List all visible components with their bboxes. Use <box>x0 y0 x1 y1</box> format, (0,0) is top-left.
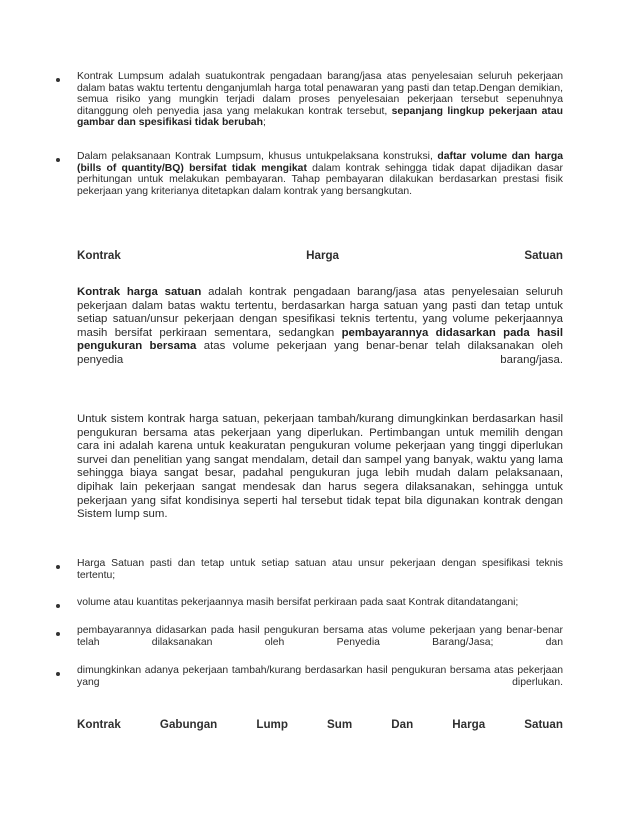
text-segment: adalah kontrak pengadaan barang/jasa atas penyelesaian seluruh pekerjaan dalam batas waktu tertentu, berdasarkan harga satuan yang pasti dan tetap untuk setiap satuan/unsur pekerjaan dengan spesifikasi teknis tertentu, yang volume pekerjaannya masih bersifat perkiraan sementara, sedangkan <box>77 286 563 339</box>
bullet-text-lumpsum-bq <box>77 151 563 197</box>
bullet-text: pembayarannya didasarkan pada hasil pengukuran bersama atas volume pekerjaan yang benar-benar telah dilaksanakan oleh Penyedia Barang/Jasa; dan <box>77 625 563 648</box>
bold-segment: pembayarannya didasarkan pada hasil pengukuran bersama <box>77 326 564 353</box>
bullet-text: dimungkinkan adanya pekerjaan tambah/kurang berdasarkan hasil pengukuran bersama atas pekerjaan yang diperlukan. <box>77 665 563 688</box>
bullet-icon <box>56 672 60 676</box>
heading-word: Harga <box>452 718 486 731</box>
text-segment: dalam kontrak sehingga tidak dapat dijadikan dasar perhitungan untuk melakukan pembayaran. Tahap pembayaran dilakukan berdasarkan prestasi fisik pekerjaan yang kriterianya ditetapkan dalam kontrak yang bersangkutan. <box>77 162 563 197</box>
bullet-icon <box>56 632 60 636</box>
heading-word: Sum <box>327 718 353 731</box>
bullet-icon <box>56 78 60 82</box>
bullet-text-lumpsum-definition <box>77 71 563 129</box>
heading-word: Dan <box>391 718 414 731</box>
bullet-text: volume atau kuantitas pekerjaannya masih bersifat perkiraan pada saat Kontrak ditandatangani; <box>77 597 519 608</box>
bullet-text: Harga Satuan pasti dan tetap untuk setiap satuan atau unsur pekerjaan dengan spesifikasi teknis tertentu; <box>77 558 563 581</box>
text-segment: atas volume pekerjaan yang benar-benar telah dilaksanakan oleh penyedia barang/jasa. <box>77 340 563 366</box>
text-segment: Kontrak Lumpsum adalah suatukontrak pengadaan barang/jasa atas penyelesaian seluruh pekerjaan dalam batas waktu tertentu denganjumlah harga total penawaran yang pasti dan tetap.Dengan demikian, semua risiko yang mungkin terjadi dalam proses penyelesaian pekerjaan tersebut sepenuhnya ditanggung oleh penyedia jasa yang melakukan kontrak tersebut, <box>77 71 563 117</box>
heading-word: Kontrak <box>77 249 121 262</box>
bullet-icon <box>56 565 60 569</box>
bold-segment: daftar volume dan harga (bills of quantity/BQ) bersifat tidak mengikat <box>77 151 563 174</box>
paragraph-harga-satuan-definition <box>77 286 563 368</box>
bold-segment: sepanjang lingkup pekerjaan atau gambar dan spesifikasi tidak berubah <box>77 105 563 129</box>
text-segment: ; <box>262 117 266 129</box>
bullet-icon <box>56 158 60 162</box>
section-heading-gabungan <box>77 718 563 731</box>
heading-word: Satuan <box>524 718 563 731</box>
section-heading-harga-satuan <box>77 249 563 262</box>
heading-word: Satuan <box>524 249 563 262</box>
heading-word: Gabungan <box>159 718 218 731</box>
heading-word: Lump <box>256 718 288 731</box>
paragraph-harga-satuan-consideration: Untuk sistem kontrak harga satuan, pekerjaan tambah/kurang dimungkinkan berdasarkan hasil pengukuran bersama atas pekerjaan yang diperlukan. Pertimbangan untuk memilih dengan cara ini adalah karena untuk keakuratan pengukuran volume pekerjaan yang tinggi diperlukan survei dan penelitian yang sangat mendalam, detail dan sampel yang banyak, waktu yang lama sehingga biaya sangat besar, padahal pengukuran juga lebih mudah dalam pelaksanaan, dipihak lain pekerjaan sangat mendesak dan harus segera dilaksanakan, sehingga untuk pekerjaan yang sifat kondisinya seperti hal tersebut tidak tepat bila digunakan kontrak dengan Sistem lump sum. <box>77 413 563 521</box>
heading-word: Kontrak <box>77 718 121 731</box>
bold-segment: Kontrak harga satuan <box>77 286 202 298</box>
bullet-icon <box>56 604 60 608</box>
heading-word: Harga <box>306 249 340 262</box>
text-segment: Dalam pelaksanaan Kontrak Lumpsum, khusus untukpelaksana konstruksi, <box>77 151 438 162</box>
